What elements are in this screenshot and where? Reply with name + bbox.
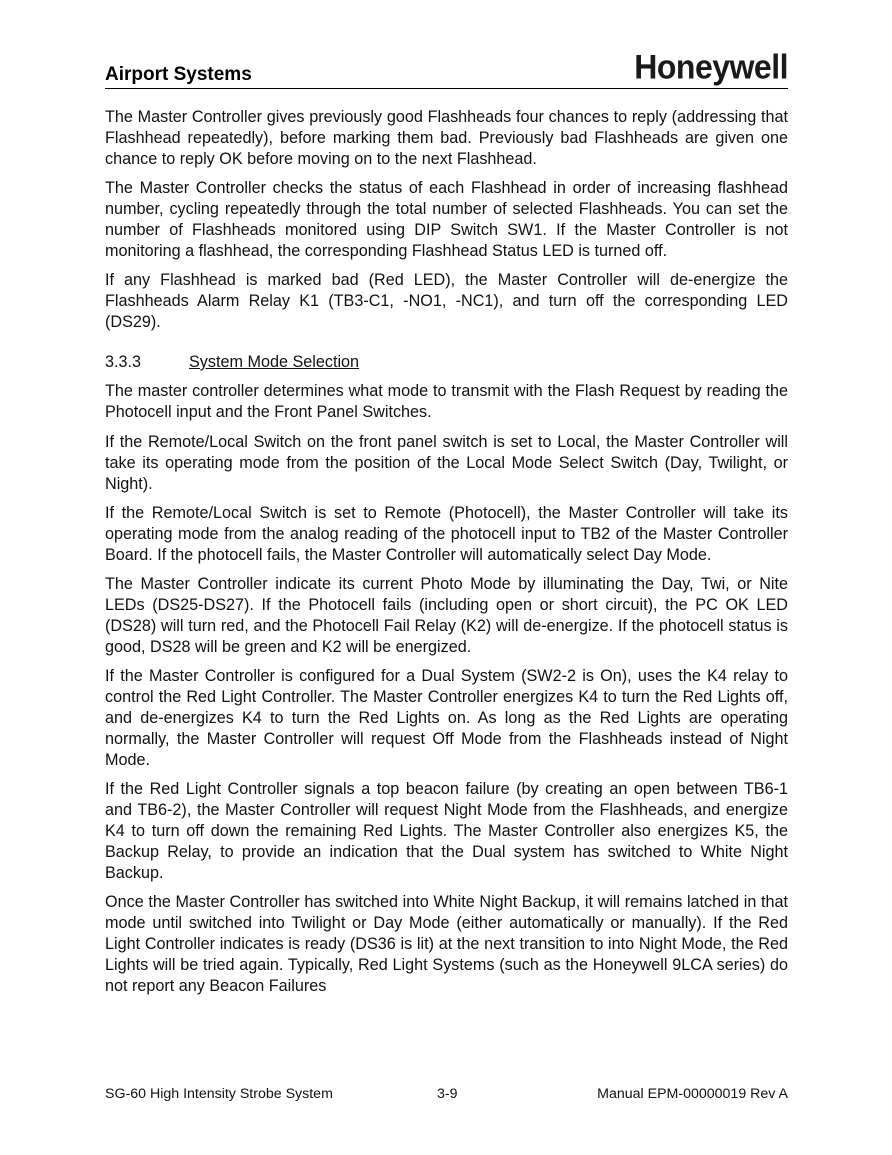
section-title: System Mode Selection bbox=[189, 353, 360, 372]
honeywell-logo: Honeywell bbox=[634, 47, 788, 86]
paragraph: If the Master Controller is configured for a Dual System (SW2-2 is On), uses the K4 relay to control the Red Light Controller. The Master Controller energizes K4 to turn the Red Lights off, and de-energizes K4 to turn the Red Lights on. As long as the Red Lights are operating normally, the Master Controller will request Off Mode from the Flashheads instead of Night Mode. bbox=[105, 667, 788, 769]
footer-document-title: SG-60 High Intensity Strobe System bbox=[105, 1086, 333, 1102]
paragraph: The master controller determines what mode to transmit with the Flash Request by reading the Photocell input and the Front Panel Switches. bbox=[105, 382, 788, 422]
paragraph: Once the Master Controller has switched into White Night Backup, it will remains latched in that mode until switched into Twilight or Day Mode (either automatically or manually). If the Red Light Controller indicates is ready (DS36 is lit) at the next transition to into Night Mode, the Red Lights will be tried again. Typically, Red Light Systems (such as the Honeywell 9LCA series) do not report any Beacon Failures bbox=[105, 893, 788, 996]
paragraph: The Master Controller indicate its current Photo Mode by illuminating the Day, Twi, or Nite LEDs (DS25-DS27). If the Photocell fails (including open or short circuit), the PC OK LED (DS28) will turn red, and the Photocell Fail Relay (K2) will de-energize. If the photocell status is good, DS28 will be green and K2 will be energized. bbox=[105, 575, 788, 656]
paragraph: If the Red Light Controller signals a top beacon failure (by creating an open between TB6-1 and TB6-2), the Master Controller will request Night Mode from the Flashheads, and energize K4 to turn off down the remaining Red Lights. The Master Controller also energizes K5, the Backup Relay, to provide an indication that the Dual system has switched to White Night Backup. bbox=[105, 780, 788, 882]
paragraph: The Master Controller checks the status of each Flashhead in order of increasing flashhead number, cycling repeatedly through the total number of selected Flashheads. You can set the number of Flashheads monitored using DIP Switch SW1. If the Master Controller is not monitoring a flashhead, the corresponding Flashhead Status LED is turned off. bbox=[105, 179, 788, 260]
footer-manual-id: Manual EPM-00000019 Rev A bbox=[597, 1086, 788, 1102]
footer-page-number: 3-9 bbox=[437, 1086, 458, 1102]
header-title: Airport Systems bbox=[105, 64, 252, 85]
section-number: 3.3.3 bbox=[105, 353, 142, 372]
paragraph: If any Flashhead is marked bad (Red LED), the Master Controller will de-energize the Flashheads Alarm Relay K1 (TB3-C1, -NO1, -NC1), and turn off the corresponding LED (DS29). bbox=[105, 271, 788, 332]
page-body bbox=[105, 107, 788, 1005]
paragraph: If the Remote/Local Switch is set to Remote (Photocell), the Master Controller will take its operating mode from the analog reading of the photocell input to TB2 of the Master Controller Board. If the photocell fails, the Master Controller will automatically select Day Mode. bbox=[105, 504, 788, 564]
paragraph: The Master Controller gives previously good Flashheads four chances to reply (addressing that Flashhead repeatedly), before marking them bad. Previously bad Flashheads are given one chance to reply OK before moving on to the next Flashhead. bbox=[105, 108, 788, 168]
page-header bbox=[105, 47, 788, 89]
paragraph: If the Remote/Local Switch on the front panel switch is set to Local, the Master Controller will take its operating mode from the position of the Local Mode Select Switch (Day, Twilight, or Night). bbox=[105, 432, 788, 493]
section-heading bbox=[105, 352, 788, 373]
